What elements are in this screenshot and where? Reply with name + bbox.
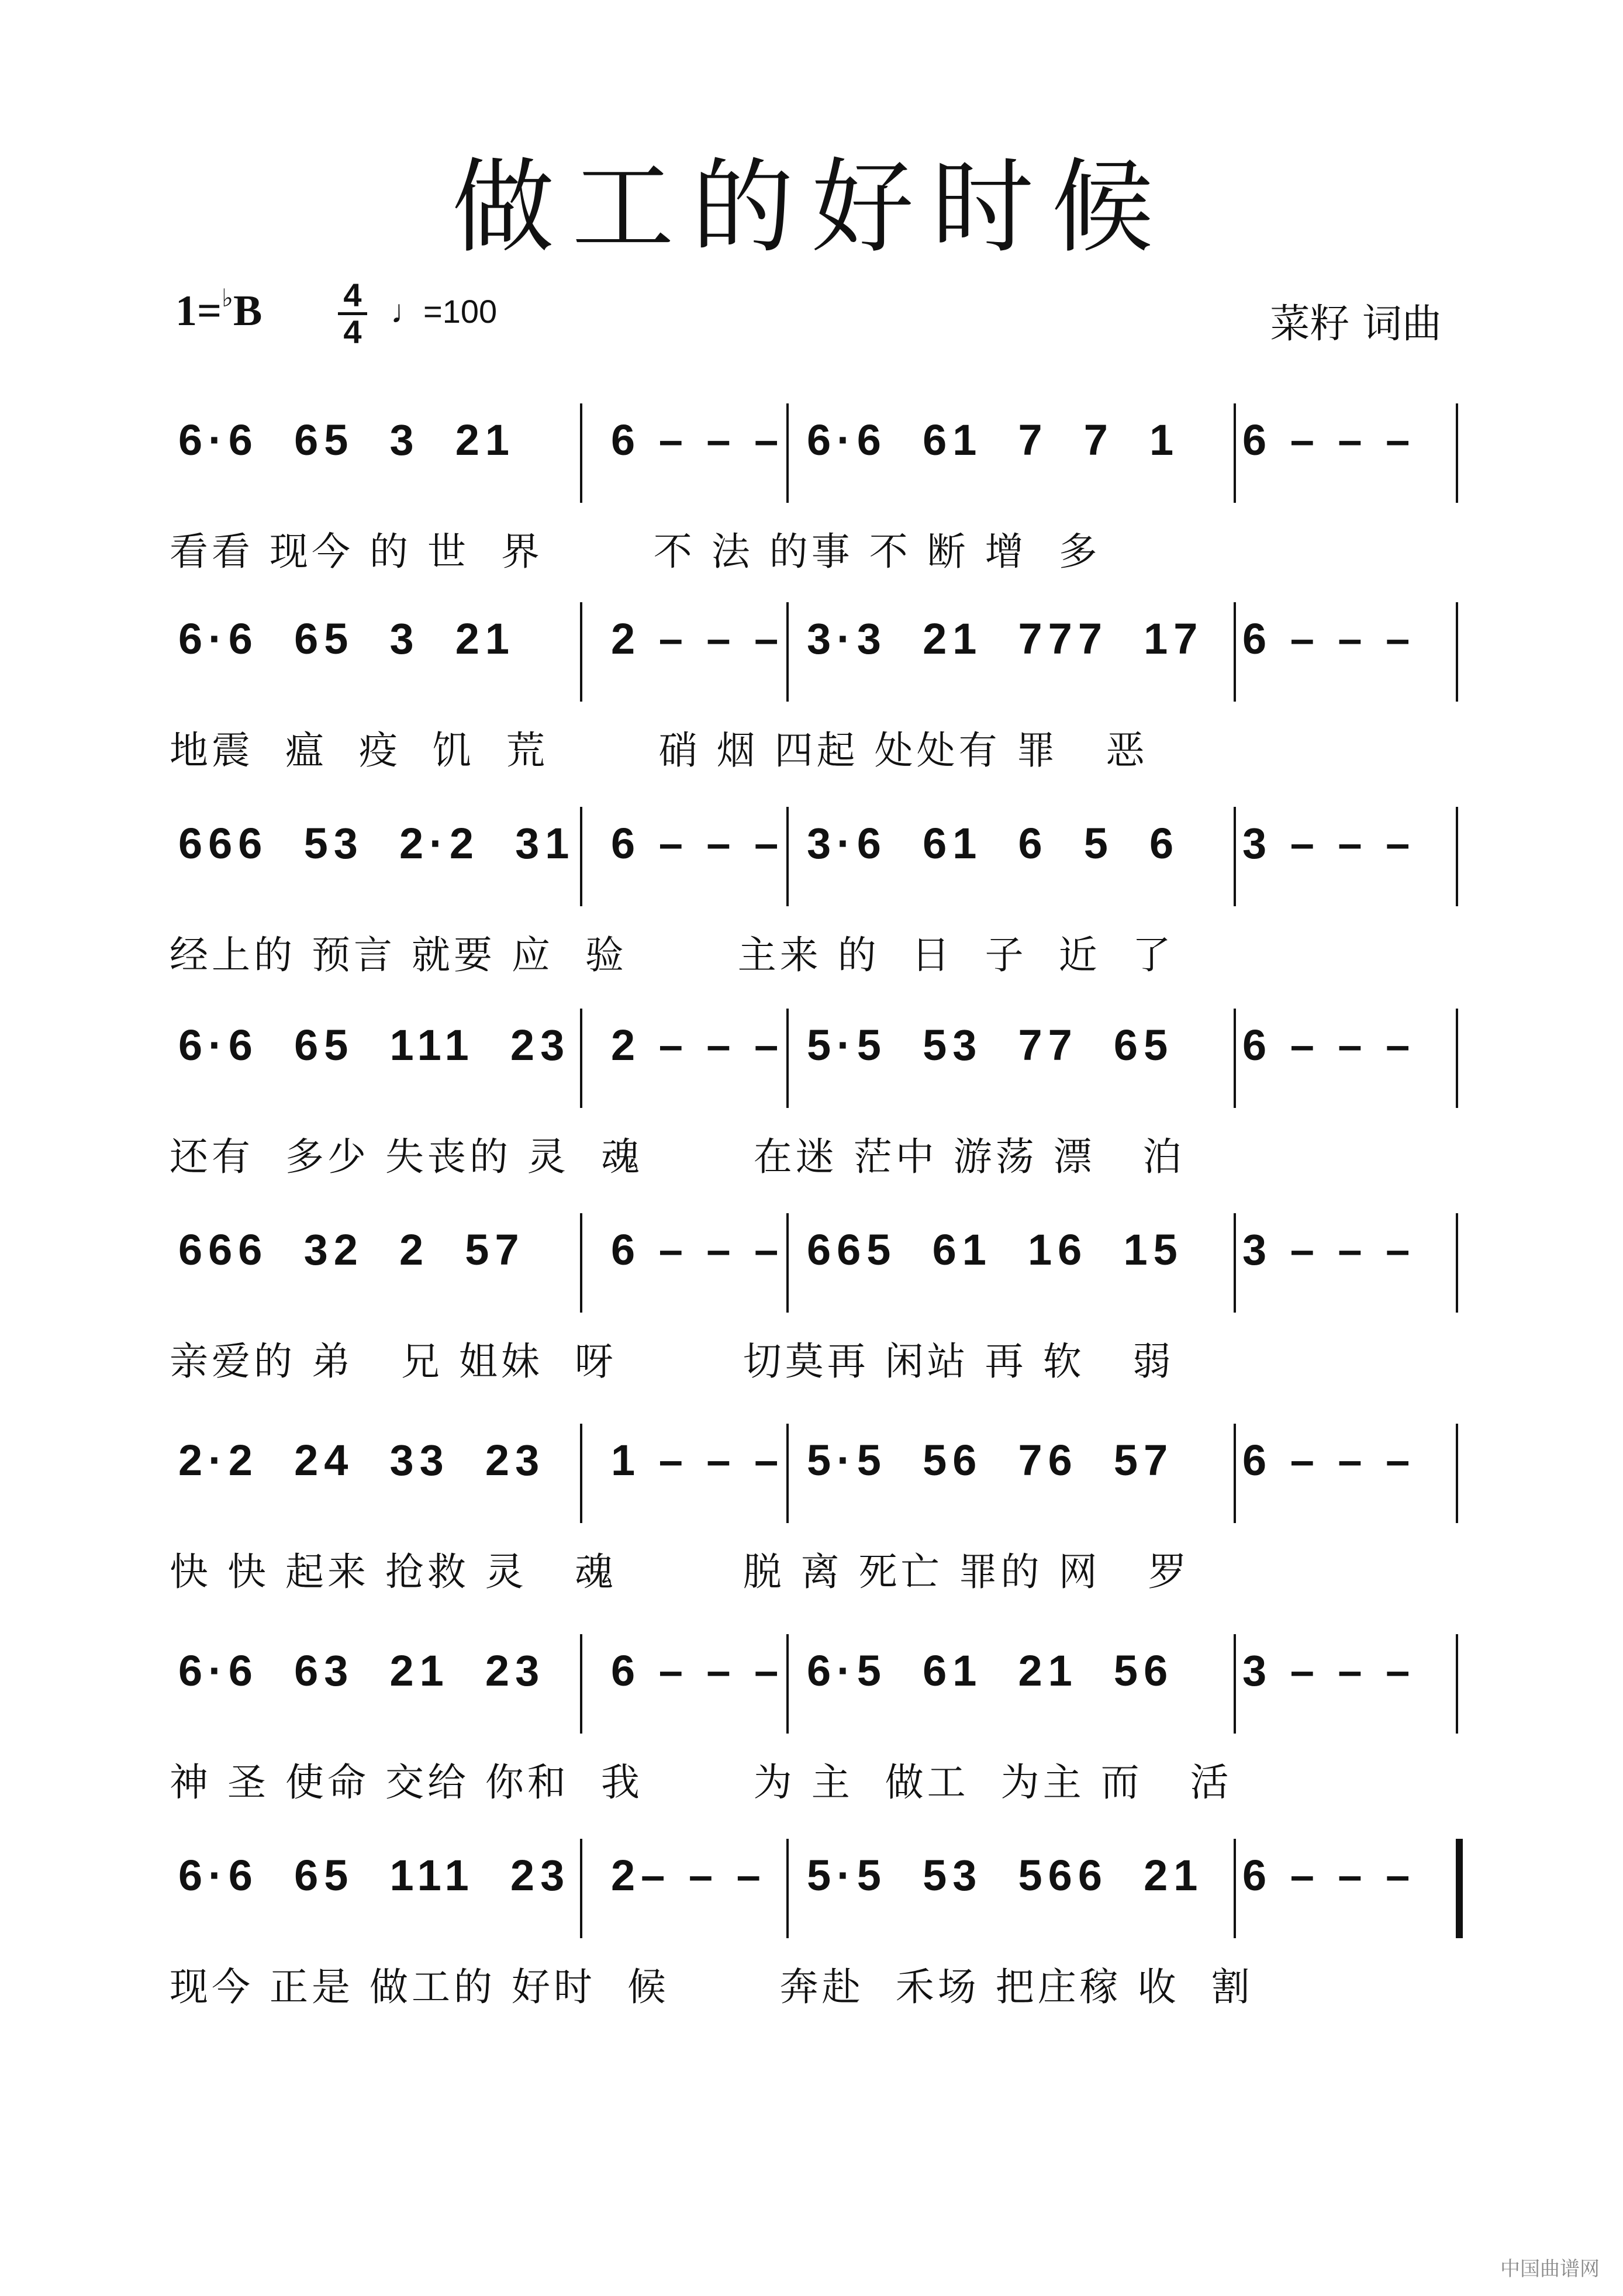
measure: 6·6 65 3 21: [178, 416, 516, 464]
measure: 6 – – –: [1242, 614, 1416, 663]
measure: 6·5 61 21 56: [807, 1646, 1174, 1695]
measure: 6 – – –: [611, 1225, 785, 1274]
measure: 665 61 16 15: [807, 1225, 1183, 1274]
lyrics-line: 经上的 预言 就要 应 验 主来 的 日 子 近 了: [170, 933, 1175, 978]
song-title: 做工的好时候: [452, 149, 1171, 267]
measure: 3 – – –: [1242, 1646, 1416, 1695]
measure: 2– – –: [611, 1851, 766, 1900]
measure: 3 – – –: [1242, 819, 1416, 868]
measure: 6·6 63 21 23: [178, 1646, 545, 1695]
measure: 5·5 53 566 21: [807, 1851, 1204, 1900]
barline: [580, 403, 582, 503]
barline: [786, 1213, 789, 1313]
measure: 666 32 2 57: [178, 1225, 525, 1274]
measure: 6·6 65 111 23: [178, 1851, 571, 1900]
barline: [580, 1009, 582, 1108]
measure: 2·2 24 33 23: [178, 1436, 545, 1484]
measure: 666 53 2·2 31: [178, 819, 575, 868]
key-prefix: 1=: [175, 287, 222, 335]
measure: 3 – – –: [1242, 1225, 1416, 1274]
key-note: B: [233, 287, 263, 335]
barline: [786, 1424, 789, 1523]
barline: [1234, 1009, 1236, 1108]
measure: 6 – – –: [1242, 1851, 1416, 1900]
barline: [786, 1009, 789, 1108]
barline: [580, 1424, 582, 1523]
measure: 6·6 61 7 7 1: [807, 416, 1180, 464]
barline: [580, 1213, 582, 1313]
lyrics-line: 还有 多少 失丧的 灵 魂 在迷 茫中 游荡 漂 泊: [170, 1134, 1185, 1179]
lyrics-line: 看看 现今 的 世 界 不 法 的事 不 断 增 多: [170, 529, 1101, 574]
measure: 1 – – –: [611, 1436, 785, 1484]
lyrics-line: 地震 瘟 疫 饥 荒 硝 烟 四起 处处有 罪 恶: [170, 728, 1148, 773]
barline: [1456, 1213, 1458, 1313]
barline: [1234, 1213, 1236, 1313]
barline: [786, 807, 789, 906]
lyrics-line: 神 圣 使命 交给 你和 我 为 主 做工 为主 而 活: [170, 1760, 1232, 1805]
measure: 5·5 56 76 57: [807, 1436, 1174, 1484]
measure: 6 – – –: [1242, 416, 1416, 464]
flat-sign: ♭: [222, 285, 233, 313]
tempo-marking: ♩=100: [391, 293, 498, 330]
barline: [1456, 602, 1458, 702]
measure: 6 – – –: [611, 1646, 785, 1695]
measure: 2 – – –: [611, 614, 785, 663]
measure: 6 – – –: [1242, 1436, 1416, 1484]
lyrics-line: 亲爱的 弟 兄 姐妹 呀 切莫再 闲站 再 软 弱: [170, 1339, 1175, 1384]
site-logo: 中国曲谱网: [1500, 2257, 1600, 2281]
barline: [1234, 602, 1236, 702]
barline: [580, 1634, 582, 1734]
measure: 5·5 53 77 65: [807, 1021, 1174, 1069]
time-signature: [338, 279, 367, 348]
time-top: 4: [343, 277, 362, 313]
measure: 6 – – –: [1242, 1021, 1416, 1069]
composer-credit: 菜籽 词曲: [1270, 301, 1442, 347]
measure: 6 – – –: [611, 416, 785, 464]
lyrics-line: 快 快 起来 抢救 灵 魂 脱 离 死亡 罪的 网 罗: [170, 1549, 1190, 1594]
time-bottom: 4: [343, 313, 362, 350]
barline: [786, 1634, 789, 1734]
barline: [1456, 1634, 1458, 1734]
barline: [1234, 1634, 1236, 1734]
barline: [786, 1839, 789, 1938]
barline: [786, 403, 789, 503]
barline: [1456, 403, 1458, 503]
barline: [580, 807, 582, 906]
barline: [786, 602, 789, 702]
barline: [580, 1839, 582, 1938]
measure: 6 – – –: [611, 819, 785, 868]
barline: [1234, 1424, 1236, 1523]
measure: 6·6 65 111 23: [178, 1021, 571, 1069]
measure: 3·3 21 777 17: [807, 614, 1204, 663]
measure: 6·6 65 3 21: [178, 614, 516, 663]
barline: [1456, 807, 1458, 906]
barline: [1234, 403, 1236, 503]
lyrics-line: 现今 正是 做工的 好时 候 奔赴 禾场 把庄稼 收 割: [170, 1964, 1253, 2010]
key-signature: [175, 286, 262, 336]
barline: [1234, 807, 1236, 906]
barline: [1456, 1009, 1458, 1108]
barline: [1456, 1424, 1458, 1523]
barline: [1234, 1839, 1236, 1938]
final-barline: [1456, 1839, 1463, 1938]
measure: 3·6 61 6 5 6: [807, 819, 1180, 868]
barline: [580, 602, 582, 702]
measure: 2 – – –: [611, 1021, 785, 1069]
